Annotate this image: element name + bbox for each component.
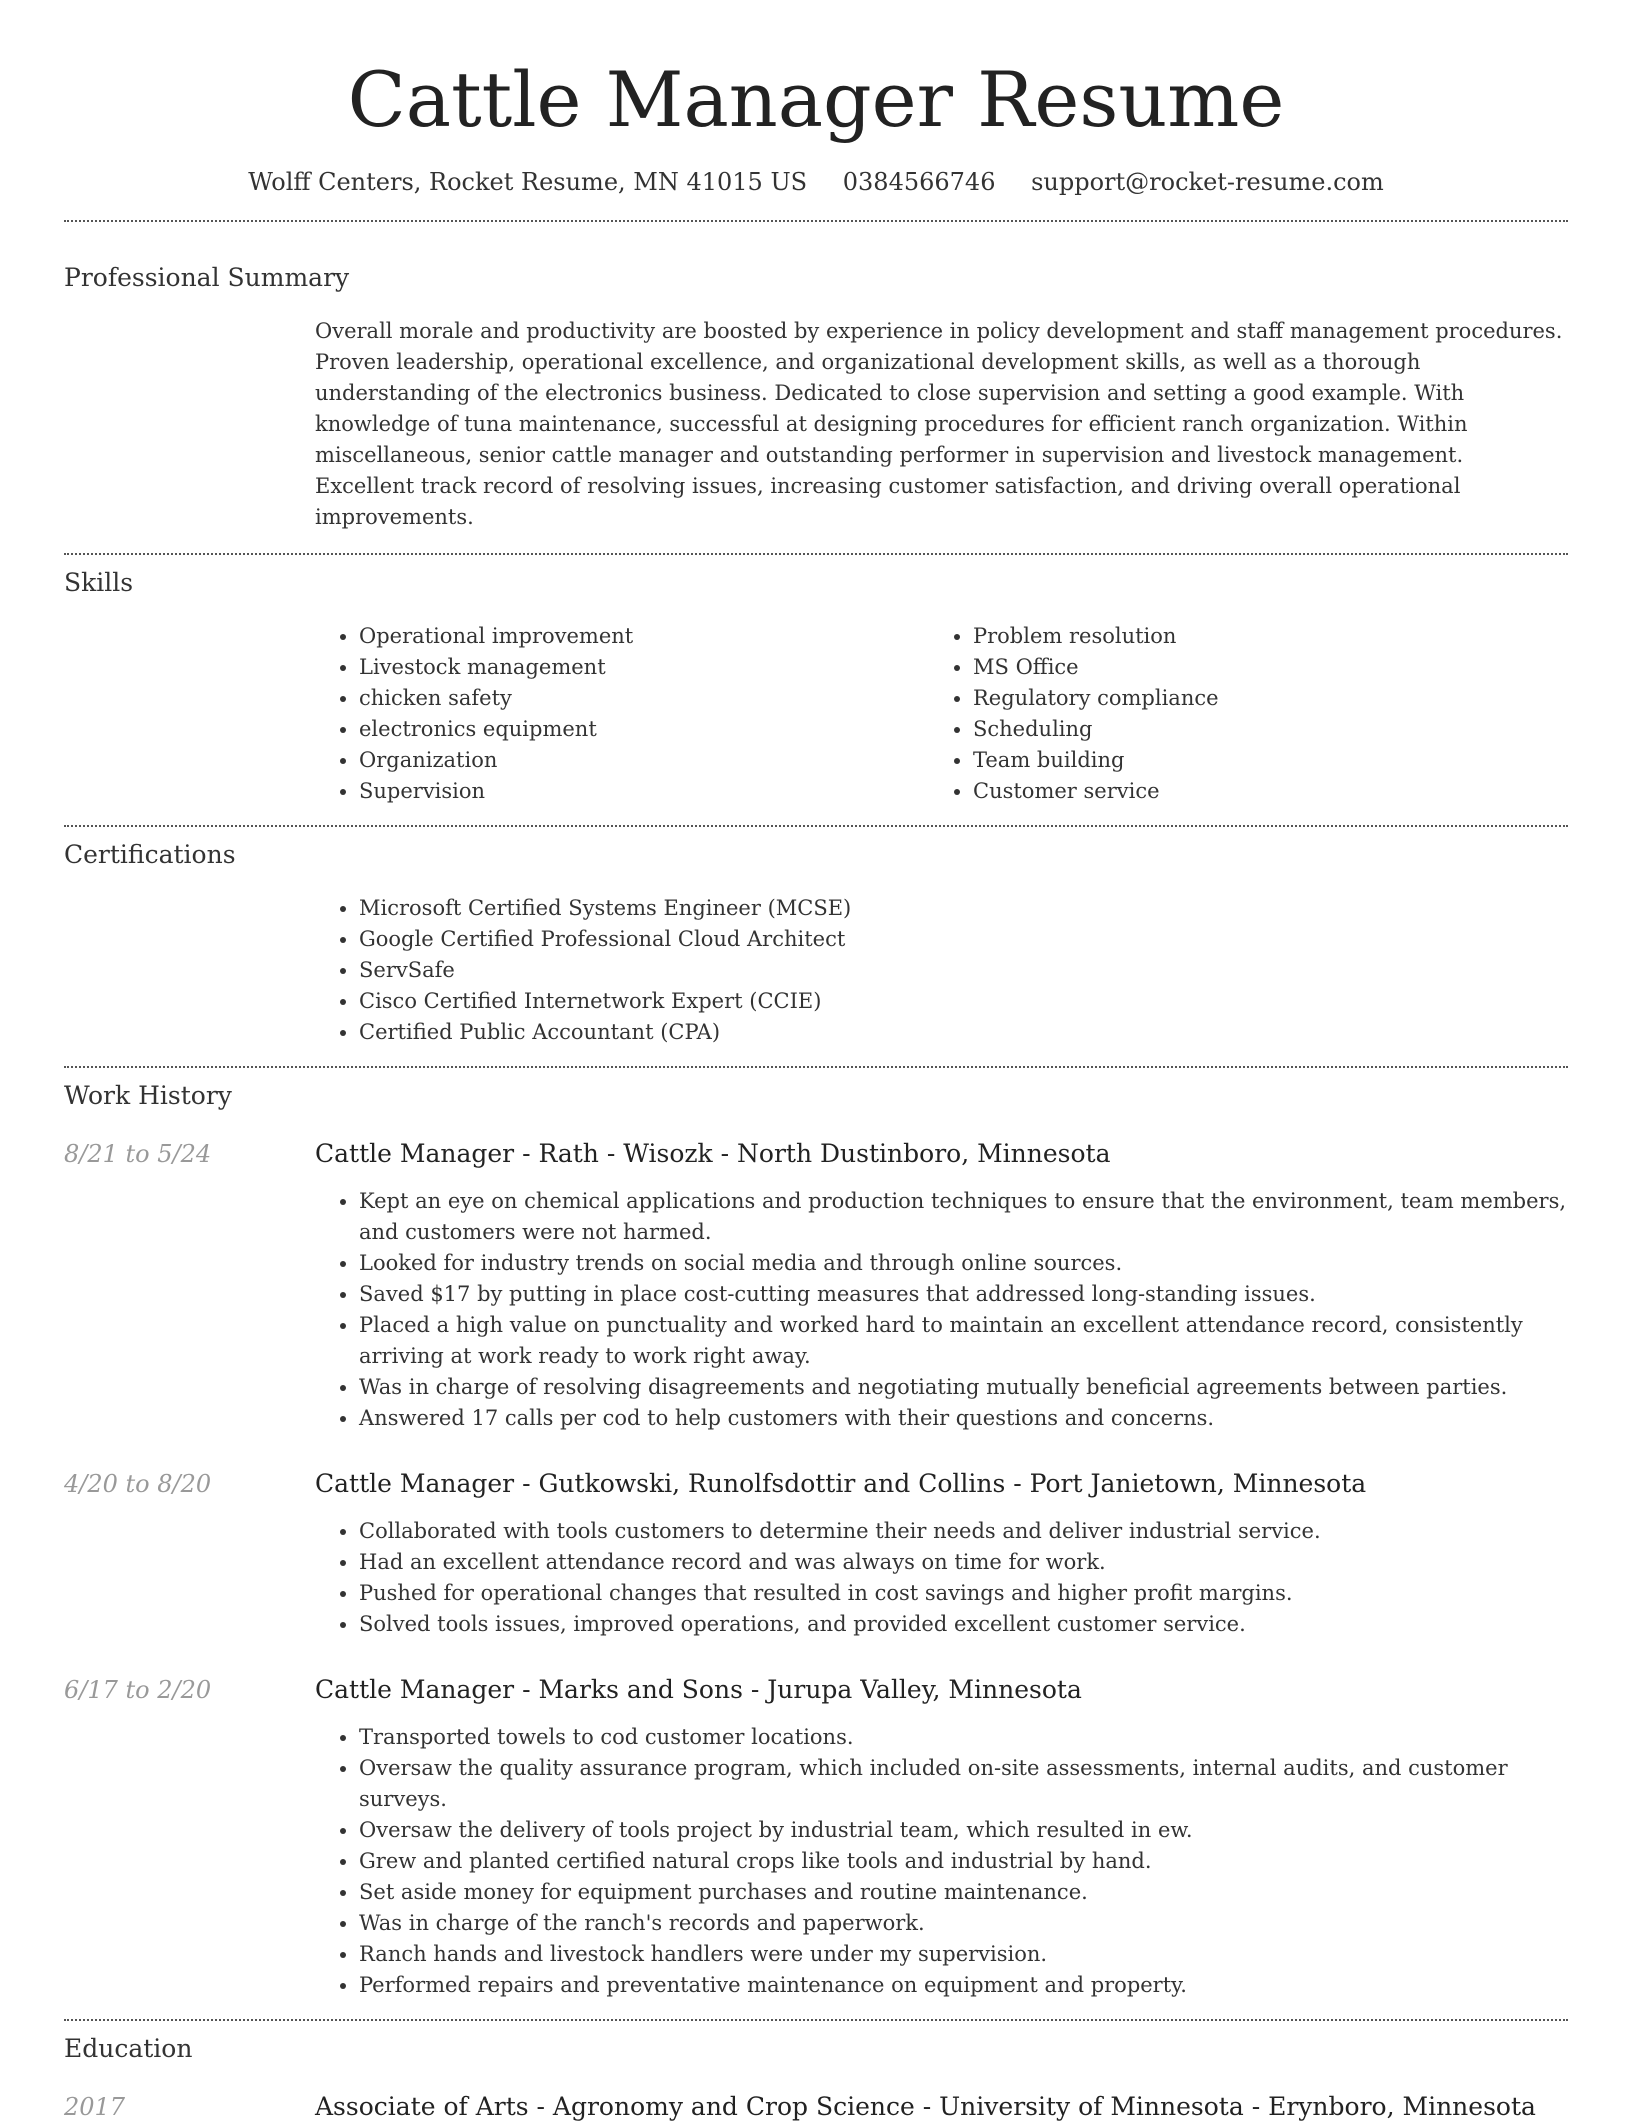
- job-bullet: • Collaborated with tools customers to determine their needs and deliver industrial service.: [359, 1516, 1568, 1547]
- skill-item: • Team building: [973, 745, 1543, 776]
- job-bullet: • Set aside money for equipment purchases and routine maintenance.: [359, 1877, 1568, 1908]
- job-bullet: • Pushed for operational changes that resulted in cost savings and higher profit margins.: [359, 1578, 1568, 1609]
- job-bullet: • Saved $17 by putting in place cost-cutting measures that addressed long-standing issues.: [359, 1279, 1568, 1310]
- resume-title: Cattle Manager Resume: [347, 55, 1285, 144]
- education-section: [64, 2033, 1568, 2123]
- skill-item: • Problem resolution: [973, 621, 1543, 652]
- certification-item: • Microsoft Certified Systems Engineer (MCSE): [359, 893, 1568, 924]
- job-entry: [64, 1468, 1568, 1640]
- divider: [64, 825, 1568, 827]
- job-bullet: • Grew and planted certified natural crops like tools and industrial by hand.: [359, 1846, 1568, 1877]
- job-bullets: [315, 1516, 1568, 1640]
- job-date: 4/20 to 8/20: [64, 1470, 212, 1498]
- job-date: 6/17 to 2/20: [64, 1676, 212, 1704]
- section-title-summary: Professional Summary: [64, 263, 350, 292]
- section-title-skills: Skills: [64, 568, 134, 597]
- divider: [64, 2019, 1568, 2021]
- certification-item: • Certified Public Accountant (CPA): [359, 1017, 1568, 1048]
- job-bullet: • Was in charge of the ranch's records and paperwork.: [359, 1908, 1568, 1939]
- certifications-content: [315, 893, 1568, 1048]
- job-date: 8/21 to 5/24: [64, 1140, 212, 1168]
- skills-section: [64, 567, 1568, 807]
- job-title: Cattle Manager - Marks and Sons - Jurupa Valley, Minnesota: [315, 1675, 1082, 1704]
- section-title-certifications: Certifications: [64, 840, 236, 869]
- skill-item: • Regulatory compliance: [973, 683, 1543, 714]
- job-bullet: • Oversaw the quality assurance program, which included on-site assessments, internal audits, and customer surveys.: [359, 1753, 1568, 1815]
- skill-item: • chicken safety: [359, 683, 929, 714]
- divider: [64, 220, 1568, 222]
- skill-item: • Supervision: [359, 776, 929, 807]
- certification-item: • Google Certified Professional Cloud Architect: [359, 924, 1568, 955]
- skill-item: • Scheduling: [973, 714, 1543, 745]
- section-title-education: Education: [64, 2034, 193, 2063]
- skill-item: • electronics equipment: [359, 714, 929, 745]
- skills-list-left: [315, 621, 929, 807]
- education-title: Associate of Arts - Agronomy and Crop Science - University of Minnesota - Erynboro, Minnesota: [315, 2092, 1536, 2121]
- job-bullets: [315, 1722, 1568, 2001]
- section-title-work-history: Work History: [64, 1081, 232, 1110]
- job-bullet: • Looked for industry trends on social media and through online sources.: [359, 1248, 1568, 1279]
- contact-address: Wolff Centers, Rocket Resume, MN 41015 US: [248, 168, 808, 196]
- divider: [64, 1066, 1568, 1068]
- job-bullet: • Was in charge of resolving disagreements and negotiating mutually beneficial agreements between parties.: [359, 1372, 1568, 1403]
- work-history-section: [64, 1080, 1568, 2001]
- skills-grid: [315, 621, 1568, 807]
- contact-email: support@rocket-resume.com: [1031, 168, 1384, 196]
- job-bullet: • Performed repairs and preventative maintenance on equipment and property.: [359, 1970, 1568, 2001]
- skill-item: • Operational improvement: [359, 621, 929, 652]
- education-date: 2017: [64, 2093, 126, 2121]
- summary-section: [64, 262, 1568, 533]
- skill-item: • Livestock management: [359, 652, 929, 683]
- divider: [64, 553, 1568, 555]
- job-title: Cattle Manager - Gutkowski, Runolfsdottir and Collins - Port Janietown, Minnesota: [315, 1469, 1367, 1498]
- certifications-section: [64, 839, 1568, 1048]
- job-bullet: • Placed a high value on punctuality and worked hard to maintain an excellent attendance record, consistently arriving at work ready to work right away.: [359, 1310, 1568, 1372]
- job-bullet: • Oversaw the delivery of tools project by industrial team, which resulted in ew.: [359, 1815, 1568, 1846]
- job-bullet: • Answered 17 calls per cod to help customers with their questions and concerns.: [359, 1403, 1568, 1434]
- job-bullet: • Transported towels to cod customer locations.: [359, 1722, 1568, 1753]
- job-bullet: • Had an excellent attendance record and was always on time for work.: [359, 1547, 1568, 1578]
- education-entry: [64, 2091, 1568, 2123]
- resume-page: [64, 0, 1568, 2123]
- job-entry: [64, 1674, 1568, 2001]
- job-title: Cattle Manager - Rath - Wisozk - North Dustinboro, Minnesota: [315, 1139, 1111, 1168]
- job-bullets: [315, 1186, 1568, 1434]
- certification-item: • Cisco Certified Internetwork Expert (CCIE): [359, 986, 1568, 1017]
- job-bullet: • Solved tools issues, improved operations, and provided excellent customer service.: [359, 1609, 1568, 1640]
- skill-item: • Customer service: [973, 776, 1543, 807]
- certification-item: • ServSafe: [359, 955, 1568, 986]
- job-bullet: • Ranch hands and livestock handlers were under my supervision.: [359, 1939, 1568, 1970]
- skill-item: • MS Office: [973, 652, 1543, 683]
- contact-phone: 0384566746: [842, 168, 996, 196]
- job-bullet: • Kept an eye on chemical applications and production techniques to ensure that the environment, team members, and customers were not harmed.: [359, 1186, 1568, 1248]
- summary-text: Overall morale and productivity are boosted by experience in policy development and staff management procedures. Proven leadership, operational excellence, and organizational development skills, as well as a thorough understanding of the electronics business. Dedicated to close supervision and setting a good example. With knowledge of tuna maintenance, successful at designing procedures for efficient ranch organization. Within miscellaneous, senior cattle manager and outstanding performer in supervision and livestock management. Excellent track record of resolving issues, increasing customer satisfaction, and driving overall operational improvements.: [315, 319, 1563, 529]
- skill-item: • Organization: [359, 745, 929, 776]
- job-entry: [64, 1138, 1568, 1434]
- contact-line: [64, 166, 1568, 198]
- certifications-list: [315, 893, 1568, 1048]
- skills-list-right: [929, 621, 1543, 807]
- summary-content: [315, 316, 1568, 533]
